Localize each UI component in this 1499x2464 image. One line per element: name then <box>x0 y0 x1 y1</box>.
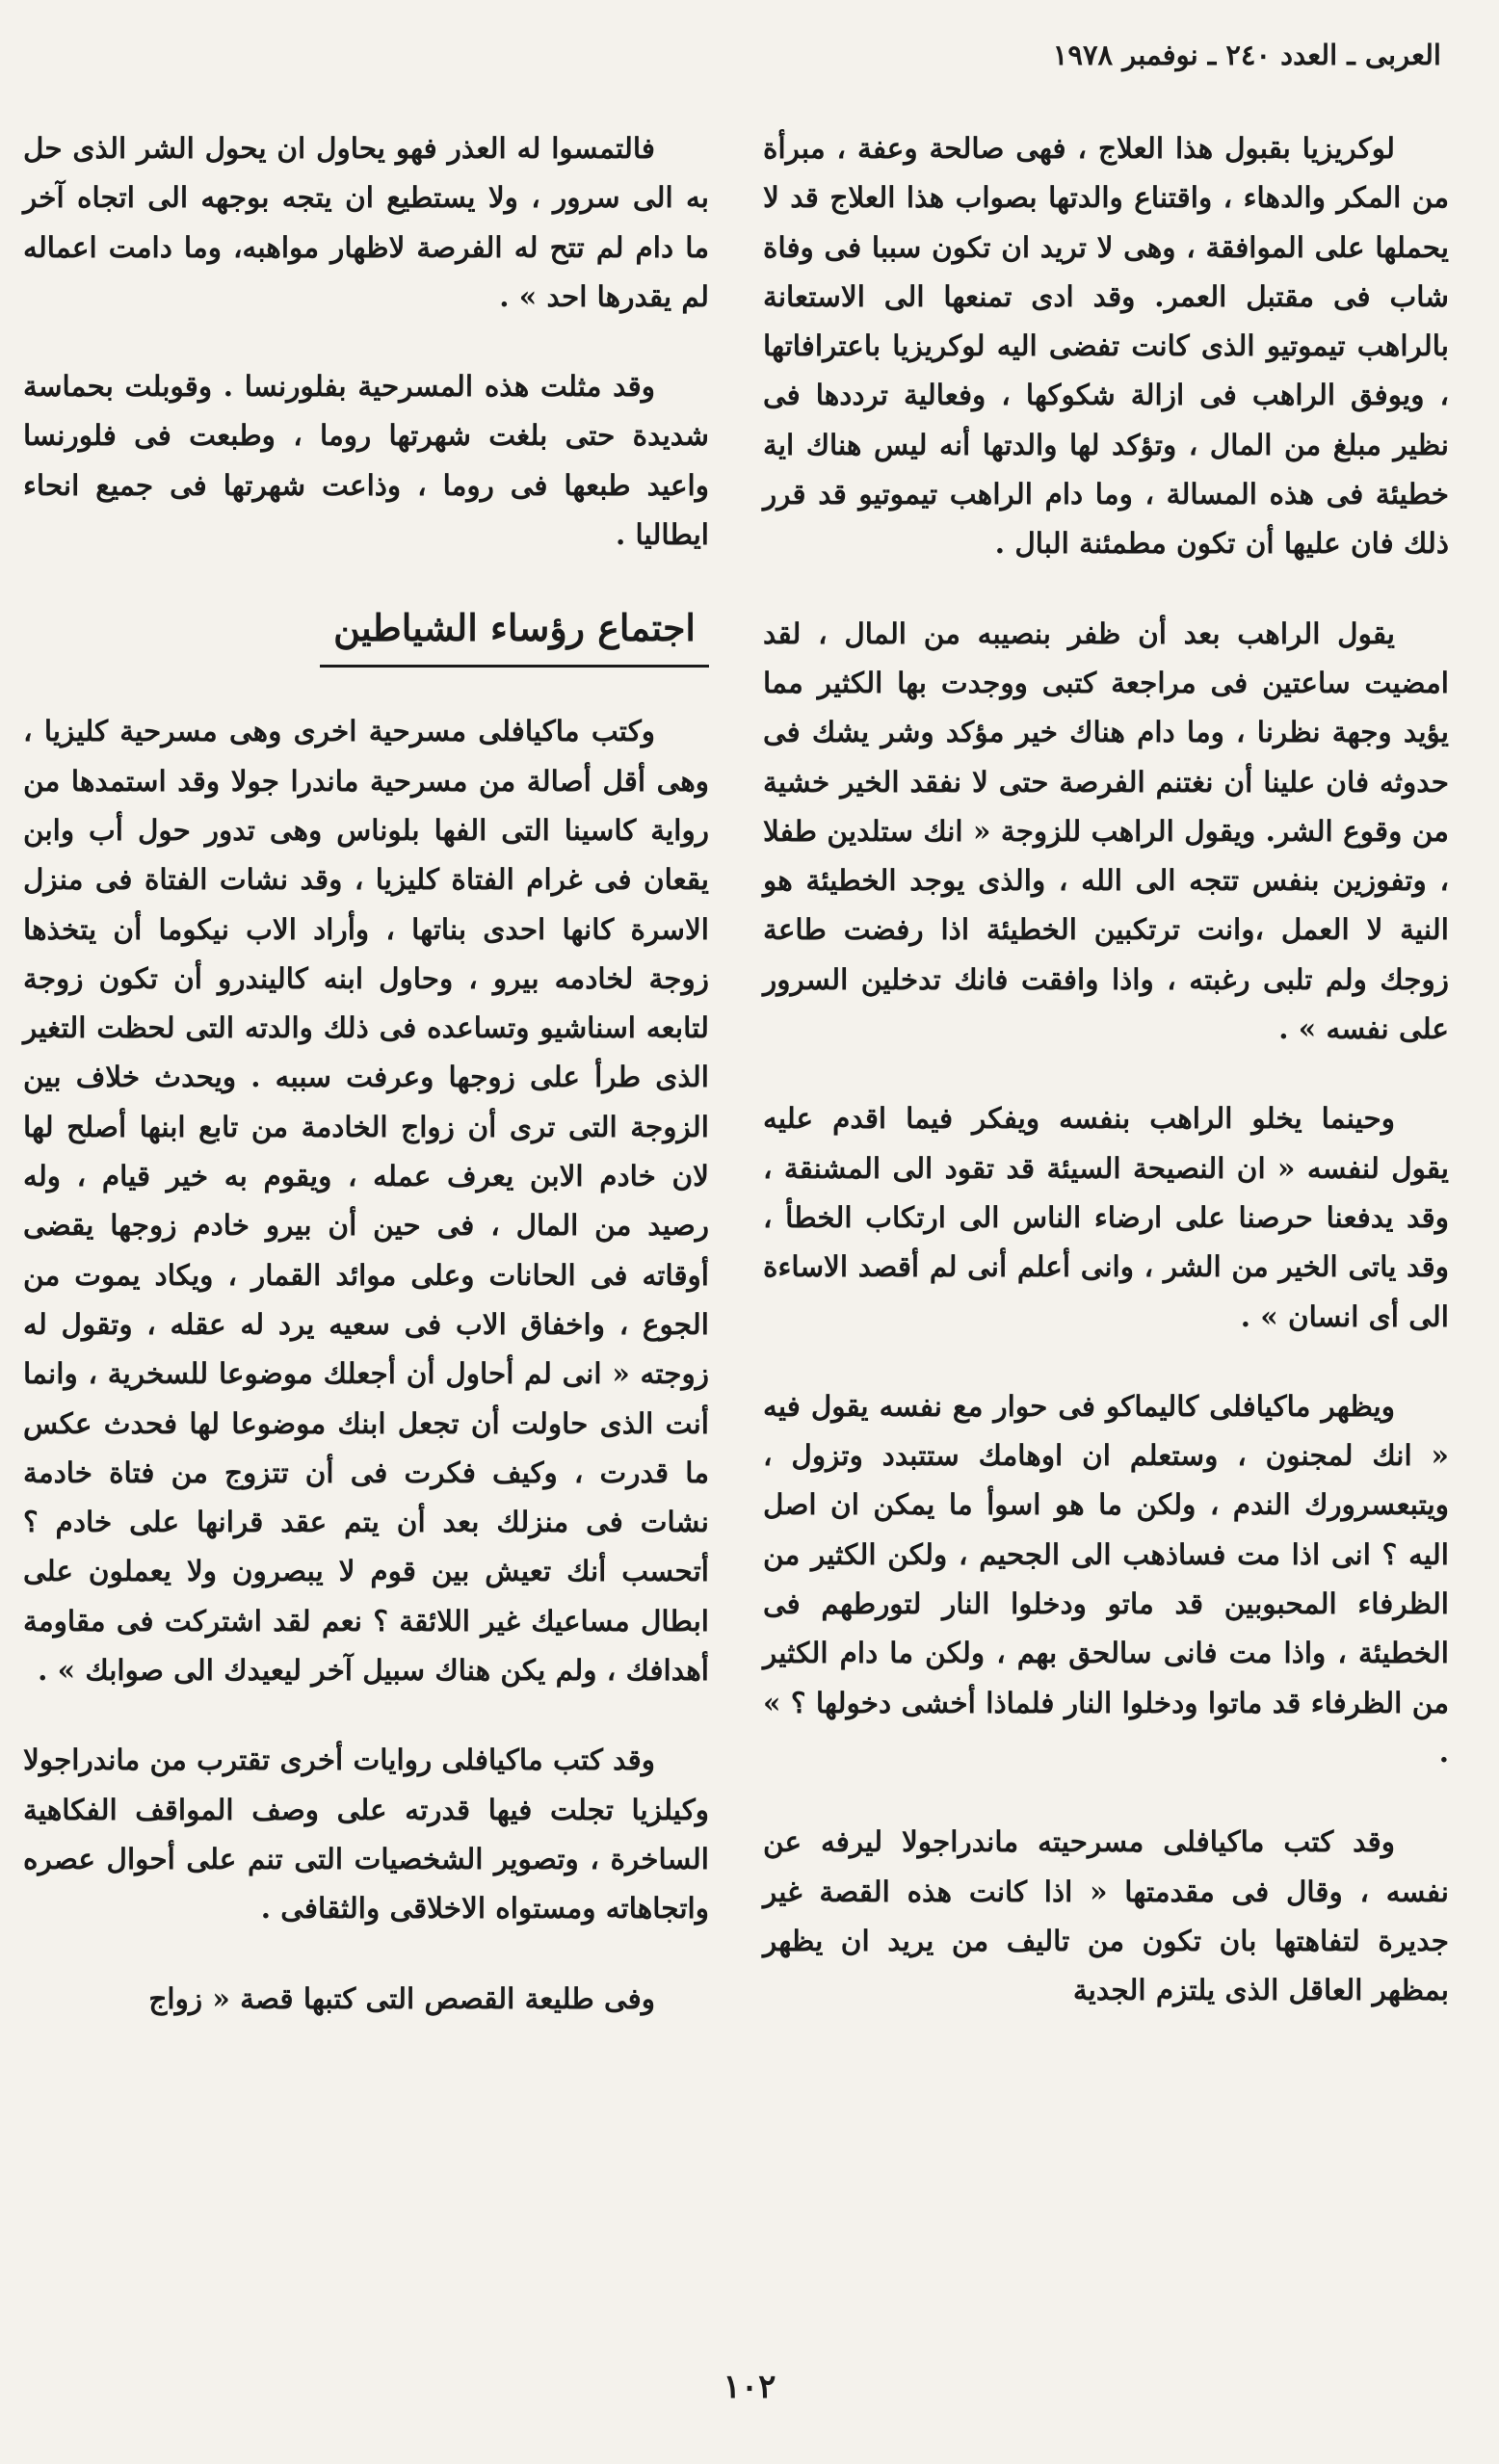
left-paragraph-4: وقد كتب ماكيافلى روايات أخرى تقترب من ماندراجولا وكيلزيا تجلت فيها قدرته على وصف المواقف الفكاهية الساخرة ، وتصوير الشخصيات التى تنم على أحوال عصره واتجاهاته ومستواه الاخلاقى والثقافى . <box>23 1743 709 1926</box>
section-heading <box>23 599 709 668</box>
left-paragraph-5: وفى طليعة القصص التى كتبها قصة « زواج <box>148 1980 655 2015</box>
left-paragraph-1: فالتمسوا له العذر فهو يحاول ان يحول الشر الذى حل به الى سرور ، ولا يستطيع ان يتجه بوجهه الى اتجاه آخر ما دام لم تتح له الفرصة لاظهار مواهبه، وما دامت اعماله لم يقدرها احد » . <box>23 131 709 313</box>
page-number: ١٠٢ <box>723 2368 776 2406</box>
right-paragraph-2: يقول الراهب بعد أن ظفر بنصيبه من المال ، لقد امضيت ساعتين فى مراجعة كتبى ووجدت بها الكثير مما يؤيد وجهة نظرنا ، وما دام هناك خير مؤكد وشر يشك فى حدوثه فان علينا أن نغتنم الفرصة حتى لا نفقد الخير خشية من وقوع الشر. ويقول الراهب للزوجة « انك ستلدين طفلا ، وتفوزين بنفس تتجه الى الله ، والذى يوجد الخطيئة هو النية لا العمل ،وانت ترتكبين الخطيئة اذا رفضت طاعة زوجك ولم تلبى رغبته ، واذا وافقت فانك تدخلين السرور على نفسه » . <box>763 616 1449 1046</box>
left-column <box>23 123 709 2063</box>
right-paragraph-4: ويظهر ماكيافلى كاليماكو فى حوار مع نفسه يقول فيه « انك لمجنون ، وستعلم ان اوهامك ستتبدد وتزول ، ويتبعسرورك الندم ، ولكن ما هو اسوأ ما يمكن ان اصل اليه ؟ انى اذا مت فساذهب الى الجحيم ، ولكن الكثير من الظرفاء المحبوبين قد ماتو ودخلوا النار لتورطهم فى الخطيئة ، واذا مت فانى سالحق بهم ، ولكن ما دام الكثير من الظرفاء قد ماتوا ودخلوا النار فلماذا أخشى دخولها ؟ » . <box>763 1388 1449 1769</box>
running-header: العربى ـ العدد ٢٤٠ ـ نوفمبر ١٩٧٨ <box>1052 39 1441 71</box>
right-paragraph-3: وحينما يخلو الراهب بنفسه ويفكر فيما اقدم عليه يقول لنفسه « ان النصيحة السيئة قد تقود الى المشنقة ، وقد يدفعنا حرصنا على ارضاء الناس الى ارتكاب الخطأ ، وقد ياتى الخير من الشر ، وانى أعلم أنى لم أقصد الاساءة الى أى انسان » . <box>763 1101 1449 1333</box>
right-paragraph-5: وقد كتب ماكيافلى مسرحيته ماندراجولا ليرفه عن نفسه ، وقال فى مقدمتها « اذا كانت هذه القصة غير جديرة لتفاهتها بان تكون من تاليف من يريد ان يظهر بمظهر العاقل الذى يلتزم الجدية <box>763 1824 1449 2007</box>
right-column <box>763 123 1449 2055</box>
left-paragraph-2: وقد مثلت هذه المسرحية بفلورنسا . وقوبلت بحماسة شديدة حتى بلغت شهرتها روما ، وطبعت فى فلورنسا واعيد طبعها فى روما ، وذاعت شهرتها فى جميع انحاء ايطاليا . <box>23 369 709 552</box>
section-heading-text: اجتماع رؤساء الشياطين <box>320 599 709 668</box>
right-paragraph-1: لوكريزيا بقبول هذا العلاج ، فهى صالحة وعفة ، مبرأة من المكر والدهاء ، واقتناع والدتها بصواب هذا العلاج قد لا يحملها على الموافقة ، وهى لا تريد ان تكون سببا فى وفاة شاب فى مقتبل العمر. وقد ادى تمنعها الى الاستعانة بالراهب تيموتيو الذى كانت تفضى اليه لوكريزيا باعترافاتها ، ويوفق الراهب فى ازالة شكوكها ، وفعالية ترددها فى نظير مبلغ من المال ، وتؤكد لها والدتها أنه ليس هناك اية خطيئة فى هذه المسالة ، وما دام الراهب تيموتيو قد قرر ذلك فان عليها أن تكون مطمئنة البال . <box>763 131 1449 561</box>
left-paragraph-3: وكتب ماكيافلى مسرحية اخرى وهى مسرحية كليزيا ، وهى أقل أصالة من مسرحية ماندرا جولا وقد استمدها من رواية كاسينا التى الفها بلوناس وهى تدور حول أب وابن يقعان فى غرام الفتاة كليزيا ، وقد نشات الفتاة فى منزل الاسرة كانها احدى بناتها ، وأراد الاب نيكوما أن يتخذها زوجة لخادمه بيرو ، وحاول ابنه كاليندرو أن تكون زوجة لتابعه اسناشيو وتساعده فى ذلك والدته التى لحظت التغير الذى طرأ على زوجها وعرفت سببه . ويحدث خلاف بين الزوجة التى ترى أن زواج الخادمة من تابع ابنها أصلح لها لان خادم الابن يعرف عمله ، ويقوم به خير قيام ، وله رصيد من المال ، فى حين أن بيرو خادم زوجها يقضى أوقاته فى الحانات وعلى موائد القمار ، ويكاد يموت من الجوع ، واخفاق الاب فى سعيه يرد له عقله ، وتقول له زوجته « انى لم أحاول أن أجعلك موضوعا للسخرية ، وانما أنت الذى حاولت أن تجعل ابنك موضوعا لها فحدث عكس ما قدرت ، وكيف فكرت فى أن تتزوج من فتاة خادمة نشات فى منزلك بعد أن يتم عقد قرانها على خادم ؟ أتحسب أنك تعيش بين قوم لا يبصرون ولا يعملون على ابطال مساعيك غير اللائقة ؟ نعم لقد اشتركت فى مقاومة أهدافك ، ولم يكن هناك سبيل آخر ليعيدك الى صوابك » . <box>23 714 709 1688</box>
